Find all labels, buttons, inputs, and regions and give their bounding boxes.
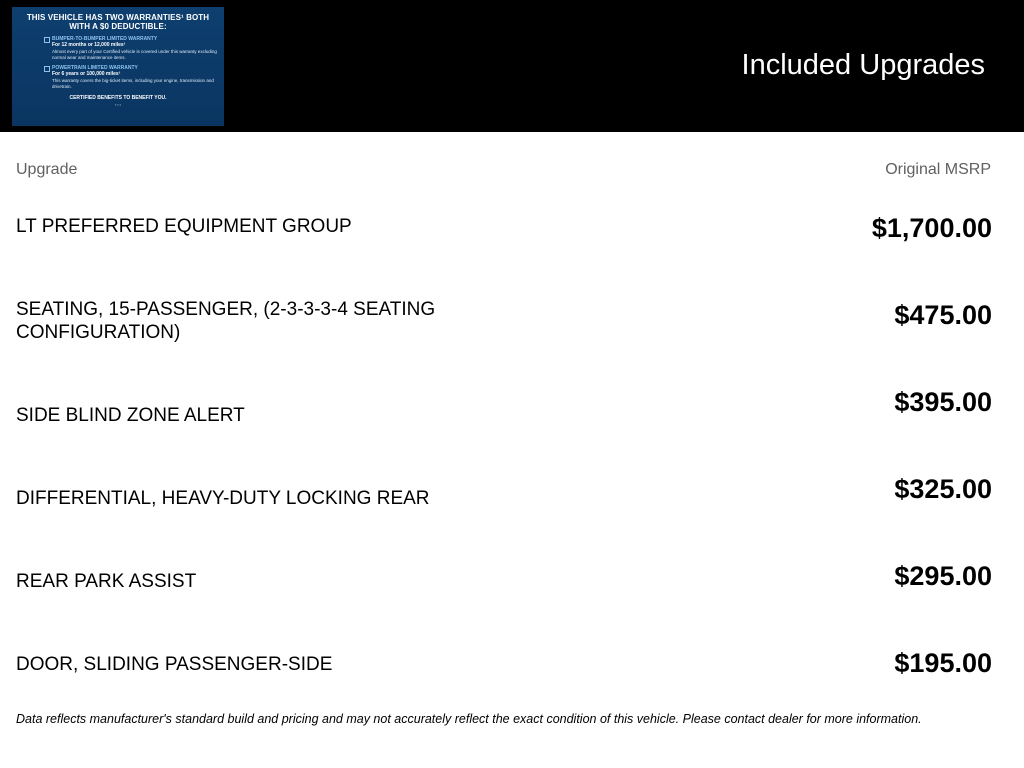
upgrade-price: $395.00 xyxy=(894,387,992,417)
upgrade-name: SEATING, 15-PASSENGER, (2-3-3-3-4 SEATING CONFIGURATION) xyxy=(16,299,436,343)
upgrade-name: DOOR, SLIDING PASSENGER-SIDE xyxy=(16,654,333,675)
page-title: Included Upgrades xyxy=(741,49,985,81)
banner-warranty-2-desc: This warranty covers the big-ticket items, including your engine, transmission and drivetrain. xyxy=(52,78,214,89)
banner-warranty-1-desc: Almost every part of your Certified vehicle is covered under this warranty excluding normal wear and maintenance items. xyxy=(52,49,217,60)
banner-warranty-2 xyxy=(52,65,218,89)
banner-warranty-1-term: For 12 months or 12,000 miles¹ xyxy=(52,42,126,48)
upgrade-name: LT PREFERRED EQUIPMENT GROUP xyxy=(16,216,352,237)
banner-warranty-1 xyxy=(52,36,218,60)
banner-tagline: CERTIFIED BENEFITS TO BENEFIT YOU. xyxy=(69,95,167,101)
banner-headline: THIS VEHICLE HAS TWO WARRANTIES¹ BOTH WITH A $0 DEDUCTIBLE: xyxy=(26,13,210,31)
banner-warranty-2-title: POWERTRAIN LIMITED WARRANTY xyxy=(52,65,138,71)
upgrade-row xyxy=(0,300,1024,387)
upgrade-name: DIFFERENTIAL, HEAVY-DUTY LOCKING REAR xyxy=(16,488,430,509)
header-bar xyxy=(0,0,1024,132)
upgrade-price: $475.00 xyxy=(894,300,992,330)
banner-warranty-1-title: BUMPER-TO-BUMPER LIMITED WARRANTY xyxy=(52,36,158,42)
upgrade-price: $325.00 xyxy=(894,474,992,504)
upgrade-row xyxy=(0,561,1024,648)
upgrade-price: $1,700.00 xyxy=(871,213,992,243)
upgrade-row xyxy=(0,213,1024,300)
upgrade-price: $195.00 xyxy=(894,648,992,678)
disclaimer-text: Data reflects manufacturer's standard build and pricing and may not accurately reflect the exact condition of this vehicle. Please contact dealer for more information. xyxy=(16,712,922,726)
banner-logos: ▪ ▪ ▪ xyxy=(115,103,121,107)
warranty-banner-image xyxy=(12,7,224,126)
checkbox-icon xyxy=(44,37,50,43)
upgrade-name: REAR PARK ASSIST xyxy=(16,571,197,592)
banner-warranty-2-term: For 6 years or 100,000 miles¹ xyxy=(52,71,121,77)
upgrade-price: $295.00 xyxy=(894,561,992,591)
checkbox-icon xyxy=(44,66,50,72)
upgrade-name: SIDE BLIND ZONE ALERT xyxy=(16,405,245,426)
column-header-upgrade: Upgrade xyxy=(16,161,78,178)
upgrade-row xyxy=(0,387,1024,474)
upgrade-row xyxy=(0,474,1024,561)
column-header-msrp: Original MSRP xyxy=(885,161,991,178)
